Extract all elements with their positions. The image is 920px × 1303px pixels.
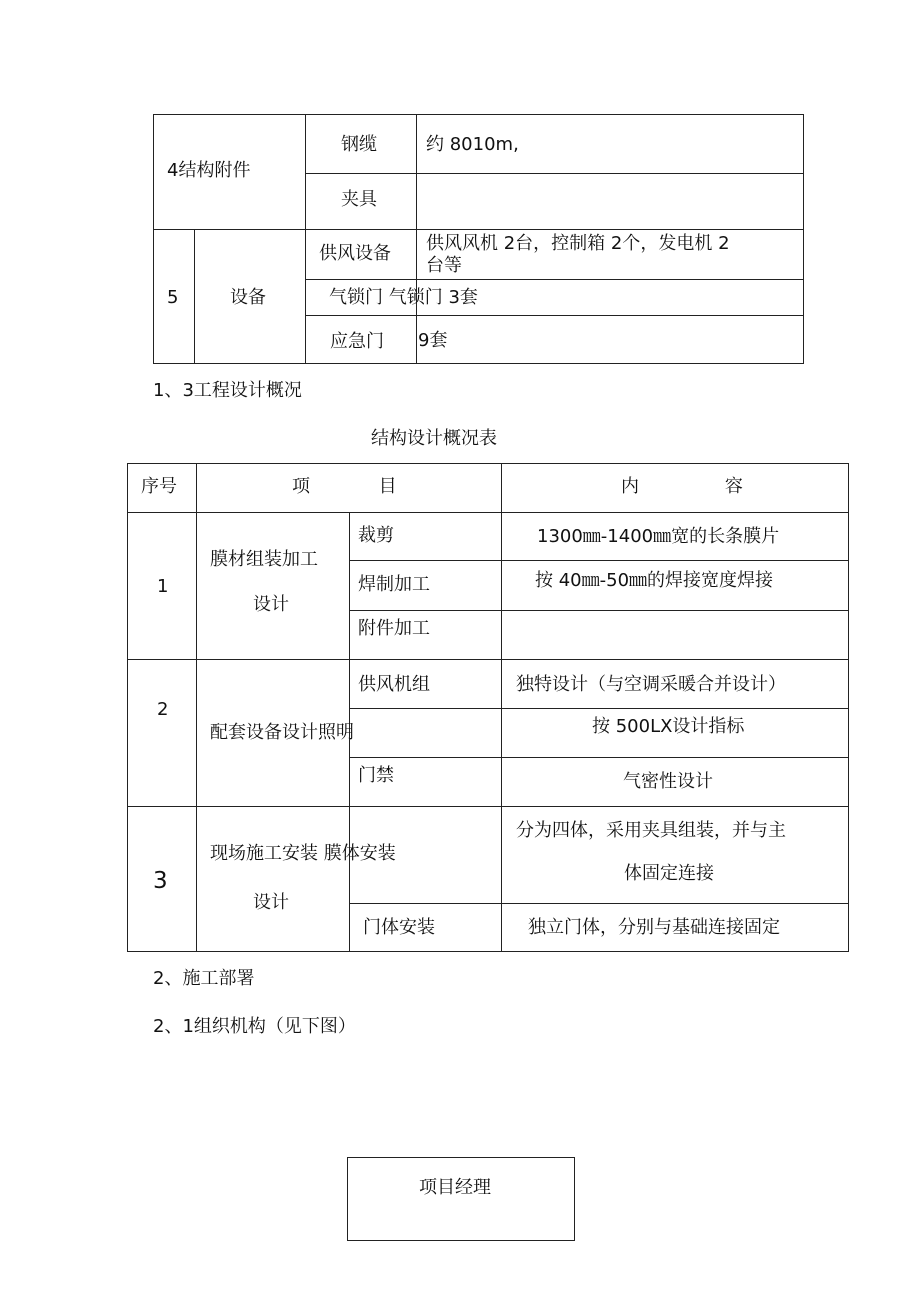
cable-value: 约 8010m, — [426, 134, 519, 155]
emergency-door-value: 9套 — [418, 330, 448, 351]
fan-unit-value: 独特设计（与空调采暖合并设计） — [516, 674, 786, 695]
airlock-door-row: 气锁门 气锁门 3套 — [329, 287, 478, 308]
membrane-install-value-line1: 分为四体，采用夹具组装，并与主 — [516, 820, 786, 841]
row1-name-line2: 设计 — [253, 594, 289, 615]
row3-name-line2: 设计 — [253, 892, 289, 913]
membrane-install-value-line2: 体固定连接 — [624, 863, 714, 884]
fan-supply-value-line2: 台等 — [426, 255, 462, 276]
weld-value: 按 40㎜-50㎜的焊接宽度焊接 — [535, 570, 774, 591]
section-2-1-heading: 2、1组织机构（见下图） — [153, 1016, 356, 1037]
row3-number: 3 — [153, 868, 168, 894]
section-1-3-heading: 1、3工程设计概况 — [153, 380, 302, 401]
row1-number: 1 — [157, 576, 169, 597]
header-content: 内 容 — [621, 476, 743, 497]
header-seq: 序号 — [141, 476, 177, 497]
org-chart-box-project-manager — [347, 1157, 575, 1241]
row3-name-line1: 现场施工安装 膜体安装 — [210, 843, 396, 864]
weld-label: 焊制加工 — [358, 574, 430, 595]
clamp-label: 夹具 — [341, 189, 377, 210]
row2-number: 2 — [157, 699, 169, 720]
door-install-value: 独立门体，分别与基础连接固定 — [528, 917, 780, 938]
header-item: 项 目 — [292, 476, 397, 497]
lighting-value: 按 500LX设计指标 — [592, 716, 745, 737]
row4-label: 4结构附件 — [167, 160, 251, 181]
fan-unit-label: 供风机组 — [358, 674, 430, 695]
project-manager-label: 项目经理 — [419, 1177, 491, 1198]
fan-supply-label: 供风设备 — [319, 243, 391, 264]
row1-name-line1: 膜材组装加工 — [210, 549, 318, 570]
door-install-label: 门体安装 — [363, 917, 435, 938]
door-access-value: 气密性设计 — [623, 771, 713, 792]
accessory-label: 附件加工 — [358, 618, 430, 639]
section-2-heading: 2、施工部署 — [153, 968, 255, 989]
row2-name: 配套设备设计照明 — [210, 722, 354, 743]
row5-name: 设备 — [230, 287, 266, 308]
door-access-label: 门禁 — [358, 765, 394, 786]
cable-label: 钢缆 — [341, 134, 377, 155]
emergency-door-label: 应急门 — [330, 331, 384, 352]
row5-number: 5 — [167, 287, 179, 308]
fan-supply-value-line1: 供风风机 2台，控制箱 2个，发电机 2 — [426, 233, 730, 254]
cut-label: 裁剪 — [358, 525, 394, 546]
table-caption: 结构设计概况表 — [371, 428, 497, 449]
cut-value: 1300㎜-1400㎜宽的长条膜片 — [537, 526, 780, 547]
